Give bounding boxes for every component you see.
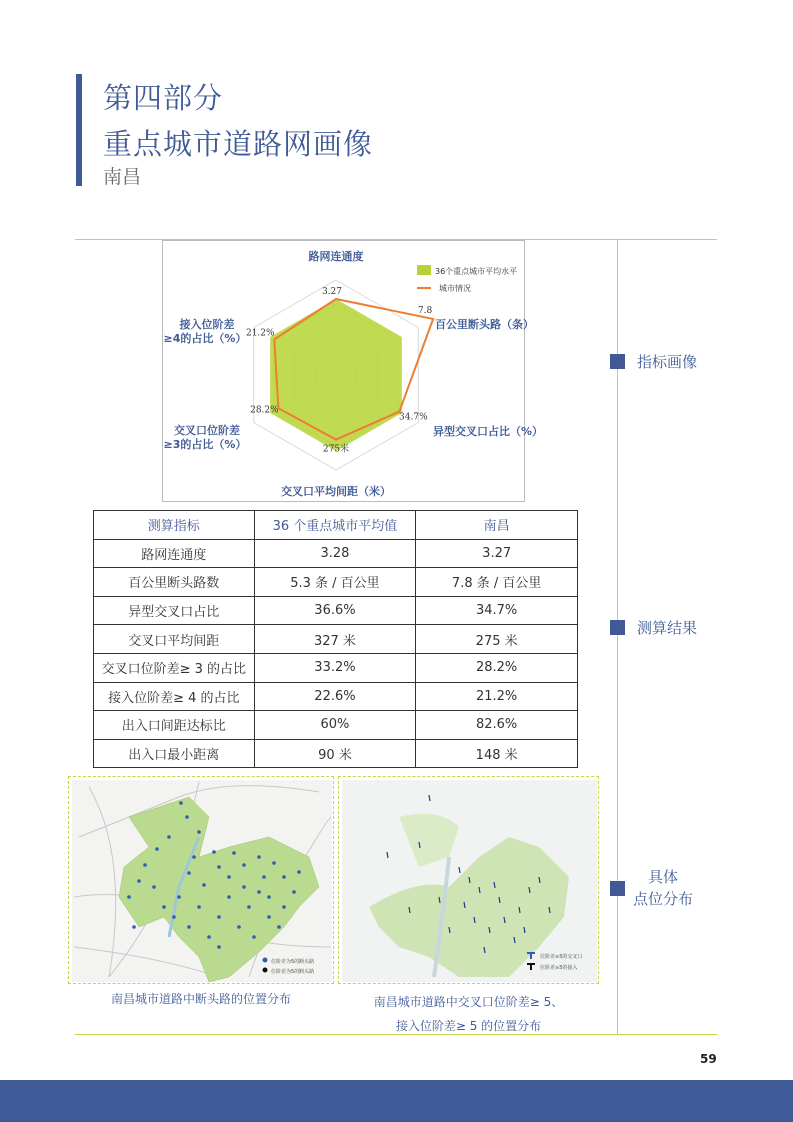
map-point	[242, 863, 246, 867]
table-cell: 33.2%	[254, 653, 416, 682]
table-cell: 21.2%	[416, 682, 578, 711]
map-intersection-svg	[339, 777, 600, 985]
map-point	[197, 830, 201, 834]
side-label-line: 点位分布	[633, 890, 694, 908]
map-point	[162, 905, 166, 909]
page-title: 重点城市道路网画像	[103, 127, 374, 161]
table-row	[94, 653, 578, 682]
metrics-table	[93, 510, 578, 768]
radar-chart	[162, 240, 544, 502]
table-cell: 82.6%	[416, 711, 578, 740]
map-point	[227, 895, 231, 899]
map2-caption-line: 接入位阶差≥ 5 的位置分布	[395, 1019, 542, 1033]
map-point	[197, 905, 201, 909]
table-cell: 异型交叉口占比	[94, 596, 255, 625]
map-point	[177, 895, 181, 899]
map-point	[217, 915, 221, 919]
map-point	[272, 861, 276, 865]
table-header-cell: 36 个重点城市平均值	[254, 511, 416, 540]
side-label-text	[633, 866, 693, 910]
radar-svg	[163, 241, 544, 503]
map1-caption: 南昌城市道路中断头路的位置分布	[110, 992, 291, 1006]
side-label-results	[610, 617, 720, 638]
map-point	[237, 925, 241, 929]
table-row	[94, 682, 578, 711]
map-point	[242, 885, 246, 889]
table-cell: 路网连通度	[94, 539, 255, 568]
map-intersections	[338, 776, 599, 984]
map-point	[185, 815, 189, 819]
radar-data-label: 34.7%	[399, 412, 428, 423]
axis-label-lower-left-2: ≥3的占比（%）	[163, 438, 247, 451]
map-point	[187, 925, 191, 929]
map-point	[262, 875, 266, 879]
table-cell: 接入位阶差≥ 4 的占比	[94, 682, 255, 711]
section-title: 第四部分	[103, 81, 224, 115]
side-label-profile	[610, 351, 720, 372]
axis-label-lower-left-1: 交叉口位阶差	[174, 424, 240, 437]
table-row	[94, 568, 578, 597]
map-point	[192, 855, 196, 859]
map1-legend-1: 位阶差为5的断头路	[271, 959, 315, 965]
map-point	[257, 855, 261, 859]
table-cell: 5.3 条 / 百公里	[254, 568, 416, 597]
map-point	[167, 835, 171, 839]
map-point	[227, 875, 231, 879]
title-accent-bar	[76, 74, 82, 186]
axis-label-upper-left-2: ≥4的占比（%）	[163, 332, 247, 345]
map-point	[143, 863, 147, 867]
radar-data-label: 3.27	[321, 287, 343, 297]
square-bullet-icon	[610, 881, 625, 896]
page-number: 59	[700, 1052, 717, 1066]
table-cell: 34.7%	[416, 596, 578, 625]
map-point	[252, 935, 256, 939]
city-name: 南昌	[103, 166, 142, 188]
axis-label-lower-right: 异型交叉口占比（%）	[433, 425, 544, 438]
table-cell: 百公里断头路数	[94, 568, 255, 597]
table-header-cell: 南昌	[416, 511, 578, 540]
table-header-cell: 测算指标	[94, 511, 255, 540]
map2-legend-1: 位阶差≥5的交叉口	[540, 954, 583, 960]
radar-series-average	[270, 299, 402, 451]
table-cell: 交叉口位阶差≥ 3 的占比	[94, 653, 255, 682]
table-cell: 148 米	[416, 739, 578, 768]
map-point	[247, 905, 251, 909]
table-row	[94, 739, 578, 768]
square-bullet-icon	[610, 354, 625, 369]
radar-data-label: 275米	[322, 444, 350, 455]
side-label-text: 指标画像	[637, 353, 698, 371]
map2-caption-line: 南昌城市道路中交叉口位阶差≥ 5、	[373, 995, 564, 1009]
table-cell: 出入口最小距离	[94, 739, 255, 768]
radar-data-label: 21.2%	[245, 328, 275, 339]
map2-caption	[338, 990, 599, 1038]
map-point	[257, 890, 261, 894]
table-cell: 90 米	[254, 739, 416, 768]
square-bullet-icon	[610, 620, 625, 635]
map-point	[267, 915, 271, 919]
side-label-text: 测算结果	[637, 619, 698, 637]
table-cell: 275 米	[416, 625, 578, 654]
map-point	[292, 890, 296, 894]
table-row	[94, 625, 578, 654]
legend-label-average: 36个重点城市平均水平	[435, 267, 518, 276]
map-point	[277, 925, 281, 929]
side-label-distribution	[610, 866, 720, 910]
map-point	[127, 895, 131, 899]
map-point	[172, 915, 176, 919]
map-point	[282, 905, 286, 909]
map-point	[132, 925, 136, 929]
radar-data-label: 7.8	[417, 305, 433, 316]
footer-bar	[0, 1080, 793, 1122]
side-label-line: 具体	[648, 868, 679, 886]
axis-label-upper-right: 百公里断头路（条）	[435, 318, 534, 331]
table-header-row	[94, 511, 578, 540]
table-cell: 327 米	[254, 625, 416, 654]
map-point	[152, 885, 156, 889]
legend-swatch-average	[417, 265, 431, 275]
table-cell: 3.27	[416, 539, 578, 568]
table-row	[94, 539, 578, 568]
map1-legend-2: 位阶差为5的断头路	[271, 969, 315, 975]
axis-label-bottom: 交叉口平均间距（米）	[281, 485, 391, 498]
table-cell: 28.2%	[416, 653, 578, 682]
map-point	[187, 871, 191, 875]
axis-label-top: 路网连通度	[308, 250, 364, 263]
map-point	[212, 850, 216, 854]
table-cell: 36.6%	[254, 596, 416, 625]
map-dead-end-roads	[68, 776, 334, 984]
map-point	[202, 883, 206, 887]
legend-label-city: 城市情况	[439, 284, 471, 293]
map-point	[155, 847, 159, 851]
table-cell: 22.6%	[254, 682, 416, 711]
map-point	[267, 895, 271, 899]
map-point	[217, 945, 221, 949]
map-point	[217, 865, 221, 869]
table-cell: 7.8 条 / 百公里	[416, 568, 578, 597]
map-point	[137, 879, 141, 883]
axis-label-upper-left-1: 接入位阶差	[179, 318, 235, 331]
map-point	[297, 870, 301, 874]
table-row	[94, 596, 578, 625]
table-cell: 交叉口平均间距	[94, 625, 255, 654]
map2-legend-2: 位阶差≥5的接入	[540, 965, 578, 971]
table-cell: 出入口间距达标比	[94, 711, 255, 740]
map-point	[232, 851, 236, 855]
map-point	[207, 935, 211, 939]
table-row	[94, 711, 578, 740]
radar-data-label: 28.2%	[250, 405, 279, 416]
map-point	[179, 801, 183, 805]
table-cell: 60%	[254, 711, 416, 740]
map-dead-end-svg	[69, 777, 335, 985]
table-cell: 3.28	[254, 539, 416, 568]
map-point	[282, 875, 286, 879]
